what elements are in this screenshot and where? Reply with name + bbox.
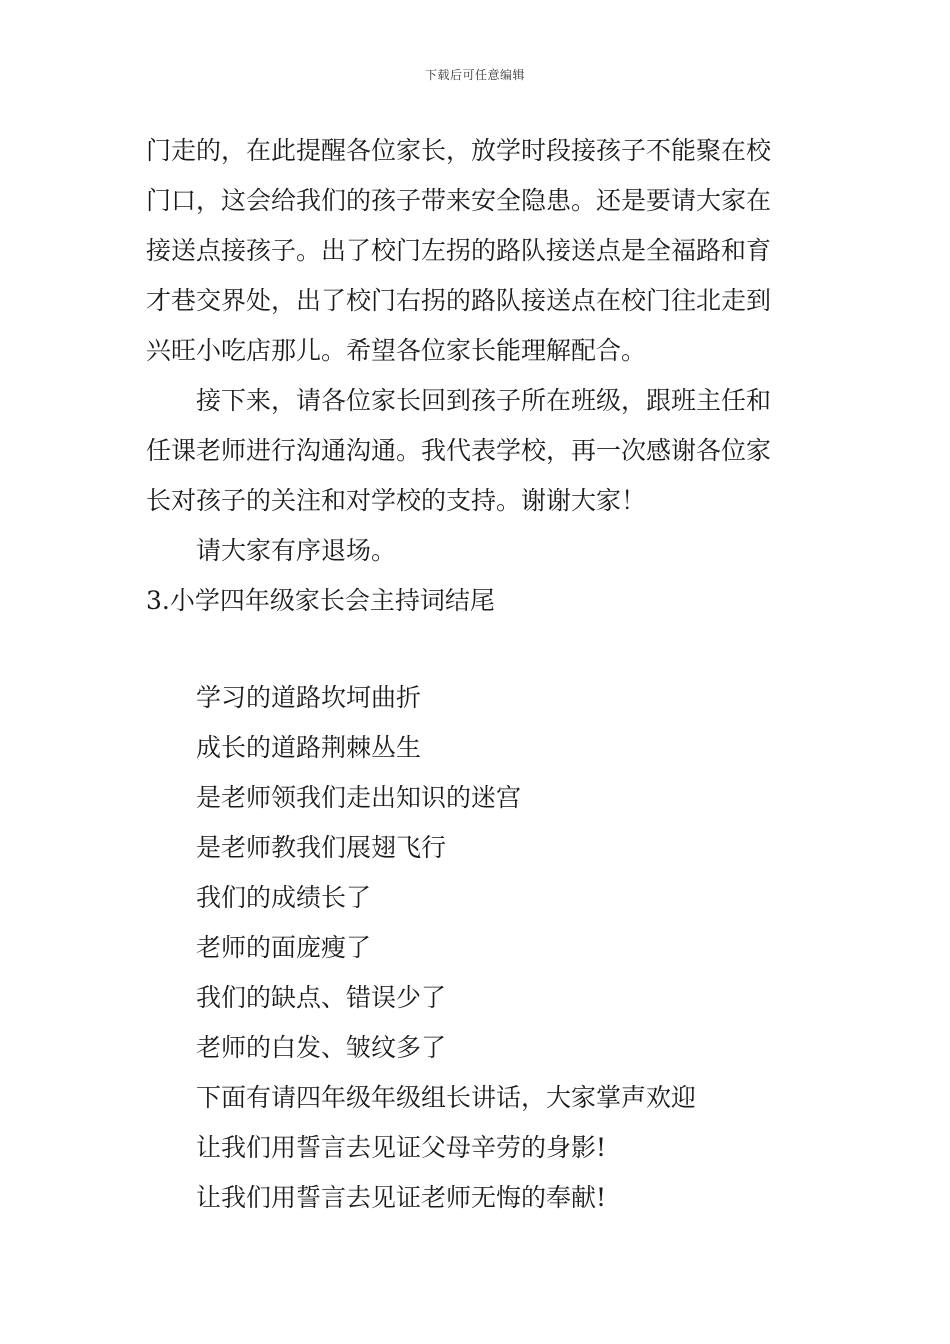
paragraph-line: 兴旺小吃店那儿。希望各位家长能理解配合。 bbox=[146, 336, 647, 365]
paragraph-line: 任课老师进行沟通沟通。我代表学校，再一次感谢各位家 bbox=[146, 436, 772, 465]
paragraph-line: 长对孩子的关注和对学校的支持。谢谢大家！ bbox=[146, 486, 647, 515]
poem-line: 成长的道路荆棘丛生 bbox=[196, 733, 422, 762]
paragraph-line: 接下来，请各位家长回到孩子所在班级，跟班主任和 bbox=[196, 386, 772, 415]
section-heading-text: 3.小学四年级家长会主持词结尾 bbox=[146, 586, 495, 615]
poem-line: 让我们用誓言去见证老师无悔的奉献! bbox=[196, 1183, 607, 1212]
paragraph-1 bbox=[146, 126, 811, 376]
poem-line: 下面有请四年级年级组长讲话，大家掌声欢迎 bbox=[196, 1083, 697, 1112]
section-heading bbox=[146, 576, 811, 626]
poem-line: 学习的道路坎坷曲折 bbox=[196, 683, 422, 712]
poem-line: 我们的成绩长了 bbox=[196, 883, 372, 912]
poem-line: 我们的缺点、错误少了 bbox=[196, 983, 447, 1012]
paragraph-line: 才巷交界处，出了校门右拐的路队接送点在校门往北走到 bbox=[146, 286, 772, 315]
paragraph-3 bbox=[146, 526, 811, 576]
page-header: 下载后可任意编辑 bbox=[424, 68, 525, 82]
paragraph-line: 请大家有序退场。 bbox=[196, 536, 397, 565]
poem-line: 是老师教我们展翅飞行 bbox=[196, 833, 447, 862]
poem-line: 老师的白发、皱纹多了 bbox=[196, 1033, 447, 1062]
paragraph-line: 门走的，在此提醒各位家长，放学时段接孩子不能聚在校 bbox=[146, 136, 772, 165]
paragraph-line: 门口，这会给我们的孩子带来安全隐患。还是要请大家在 bbox=[146, 186, 772, 215]
poem-line: 老师的面庞瘦了 bbox=[196, 933, 372, 962]
document-body bbox=[146, 126, 811, 626]
paragraph-line: 接送点接孩子。出了校门左拐的路队接送点是全福路和育 bbox=[146, 236, 772, 265]
poem-line: 是老师领我们走出知识的迷宫 bbox=[196, 783, 522, 812]
paragraph-2 bbox=[146, 376, 811, 526]
poem-block bbox=[196, 673, 816, 1223]
poem-line: 让我们用誓言去见证父母辛劳的身影! bbox=[196, 1133, 607, 1162]
